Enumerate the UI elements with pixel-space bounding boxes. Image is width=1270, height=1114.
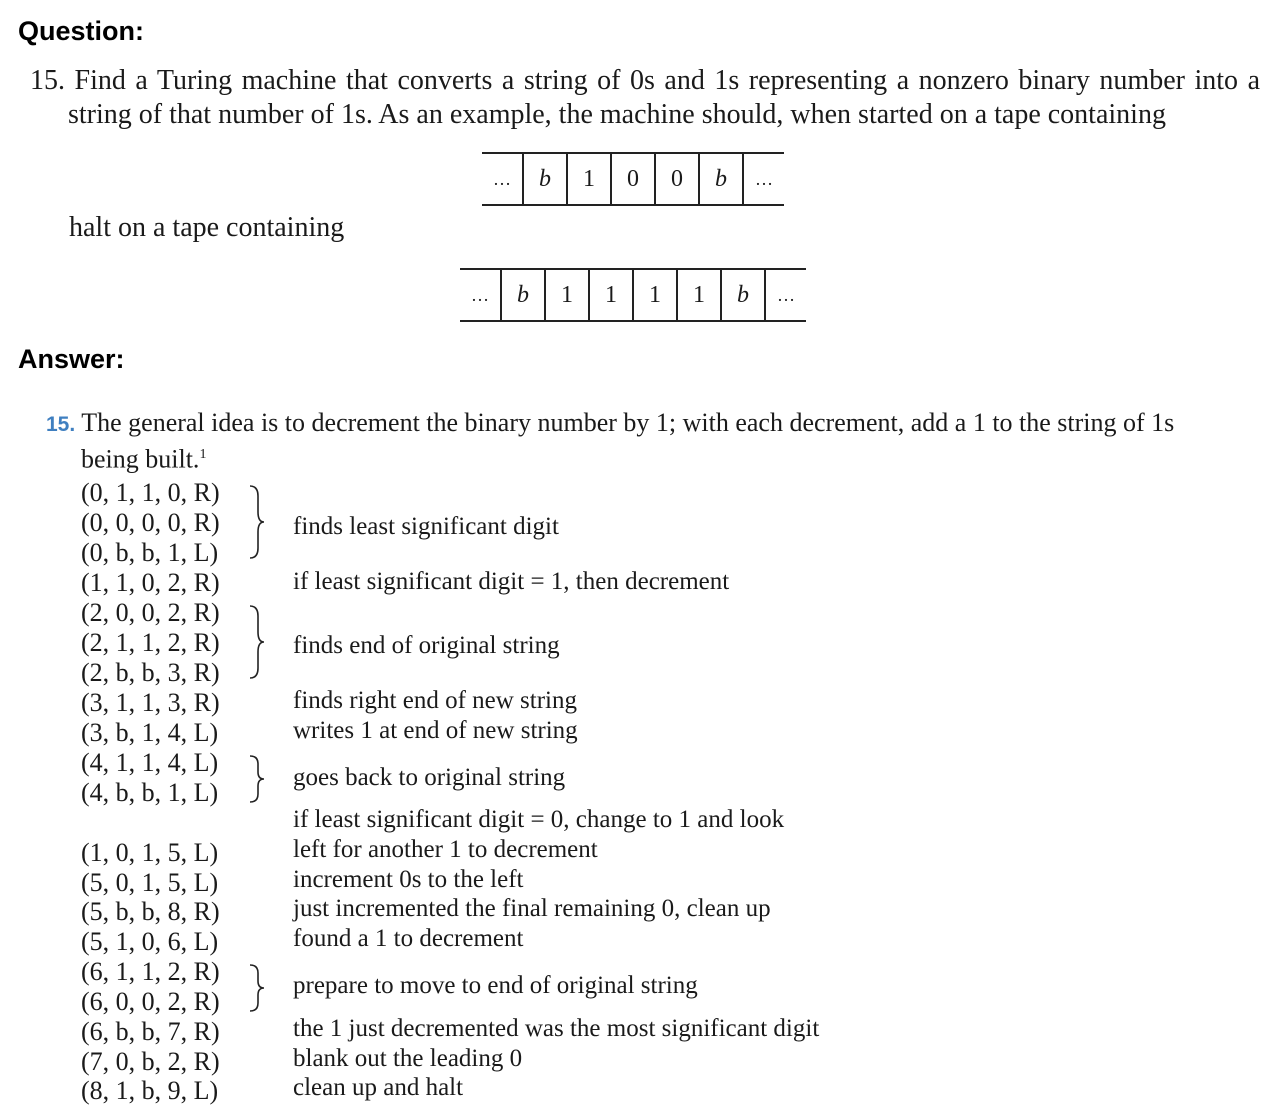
tape-cell: 1 [632,270,676,320]
tape-cell: 1 [566,154,610,204]
tape-cell: … [493,168,511,189]
tuple-row: (6, 0, 0, 2, R) [81,987,220,1016]
right-brace-icon [248,604,268,680]
tape-cell: 0 [654,154,698,204]
description-line: if least significant digit = 1, then decrement [293,568,730,595]
tuple-row: (8, 1, b, 9, L) [81,1076,219,1105]
tuple-row: (0, b, b, 1, L) [81,538,219,567]
tape-cell: b [500,270,544,320]
tape-cell: … [742,154,784,204]
tape-cell: b [522,154,566,204]
halt-text: halt on a tape containing [69,212,345,243]
answer-intro [46,408,1186,475]
question-line-1: 15. Find a Turing machine that converts a string of 0s and 1s representing a nonzero binary number into a [30,65,1260,96]
tuple-row: (2, 1, 1, 2, R) [81,628,220,657]
description-line: left for another 1 to decrement [293,836,598,863]
answer-intro-line-2: being built. [81,444,200,474]
right-brace-icon [248,754,268,804]
description-line: found a 1 to decrement [293,925,524,952]
tape-cell: b [720,270,764,320]
footnote-mark: 1 [199,447,207,462]
right-brace-icon [248,963,268,1013]
description-line: prepare to move to end of original string [293,972,698,999]
tuple-row: (3, 1, 1, 3, R) [81,688,220,717]
tuple-row: (7, 0, b, 2, R) [81,1047,220,1076]
tuple-row: (5, 0, 1, 5, L) [81,868,219,897]
description-line: finds right end of new string [293,687,577,714]
tuple-row: (2, b, b, 3, R) [81,658,220,687]
tuple-row: (6, 1, 1, 2, R) [81,957,220,986]
tape-cell: b [698,154,742,204]
tape-cell: 1 [588,270,632,320]
answer-intro-line-1: The general idea is to decrement the binary number by 1; with each decrement, add a 1 to the string of 1s [81,408,1175,437]
tape-cell: … [764,270,806,320]
description-line: increment 0s to the left [293,866,524,893]
description-line: finds end of original string [293,632,560,659]
tape-cell: 1 [544,270,588,320]
tuple-row: (5, 1, 0, 6, L) [81,927,219,956]
description-line: writes 1 at end of new string [293,717,578,744]
tuple-row: (1, 1, 0, 2, R) [81,568,220,597]
description-line: goes back to original string [293,764,566,791]
tuple-row: (4, b, b, 1, L) [81,778,219,807]
tuple-row: (6, b, b, 7, R) [81,1017,220,1046]
question-text [30,64,1260,132]
answer-number: 15. [46,413,76,436]
tape-final [460,268,806,322]
right-brace-icon [248,484,268,560]
tape-cell: 0 [610,154,654,204]
tuple-row: (0, 1, 1, 0, R) [81,478,220,507]
description-line: finds least significant digit [293,513,559,540]
tuple-row: (0, 0, 0, 0, R) [81,508,220,537]
tuple-row: (1, 0, 1, 5, L) [81,838,219,867]
tape-cell: 1 [676,270,720,320]
answer-header: Answer: [18,344,125,374]
tuple-row: (2, 0, 0, 2, R) [81,598,220,627]
description-line: blank out the leading 0 [293,1045,523,1072]
question-header: Question: [18,16,144,46]
description-line: if least significant digit = 0, change to 1 and look [293,806,785,833]
description-line: just incremented the final remaining 0, clean up [293,895,771,922]
tuple-row: (4, 1, 1, 4, L) [81,748,219,777]
tuple-row: (3, b, 1, 4, L) [81,718,219,747]
question-line-2: string of that number of 1s. As an example, the machine should, when started on a tape containing [68,99,1166,130]
tuple-row: (5, b, b, 8, R) [81,897,220,926]
description-line: clean up and halt [293,1074,464,1101]
tape-initial [482,152,784,206]
tape-cell: … [471,284,489,305]
description-line: the 1 just decremented was the most significant digit [293,1015,820,1042]
